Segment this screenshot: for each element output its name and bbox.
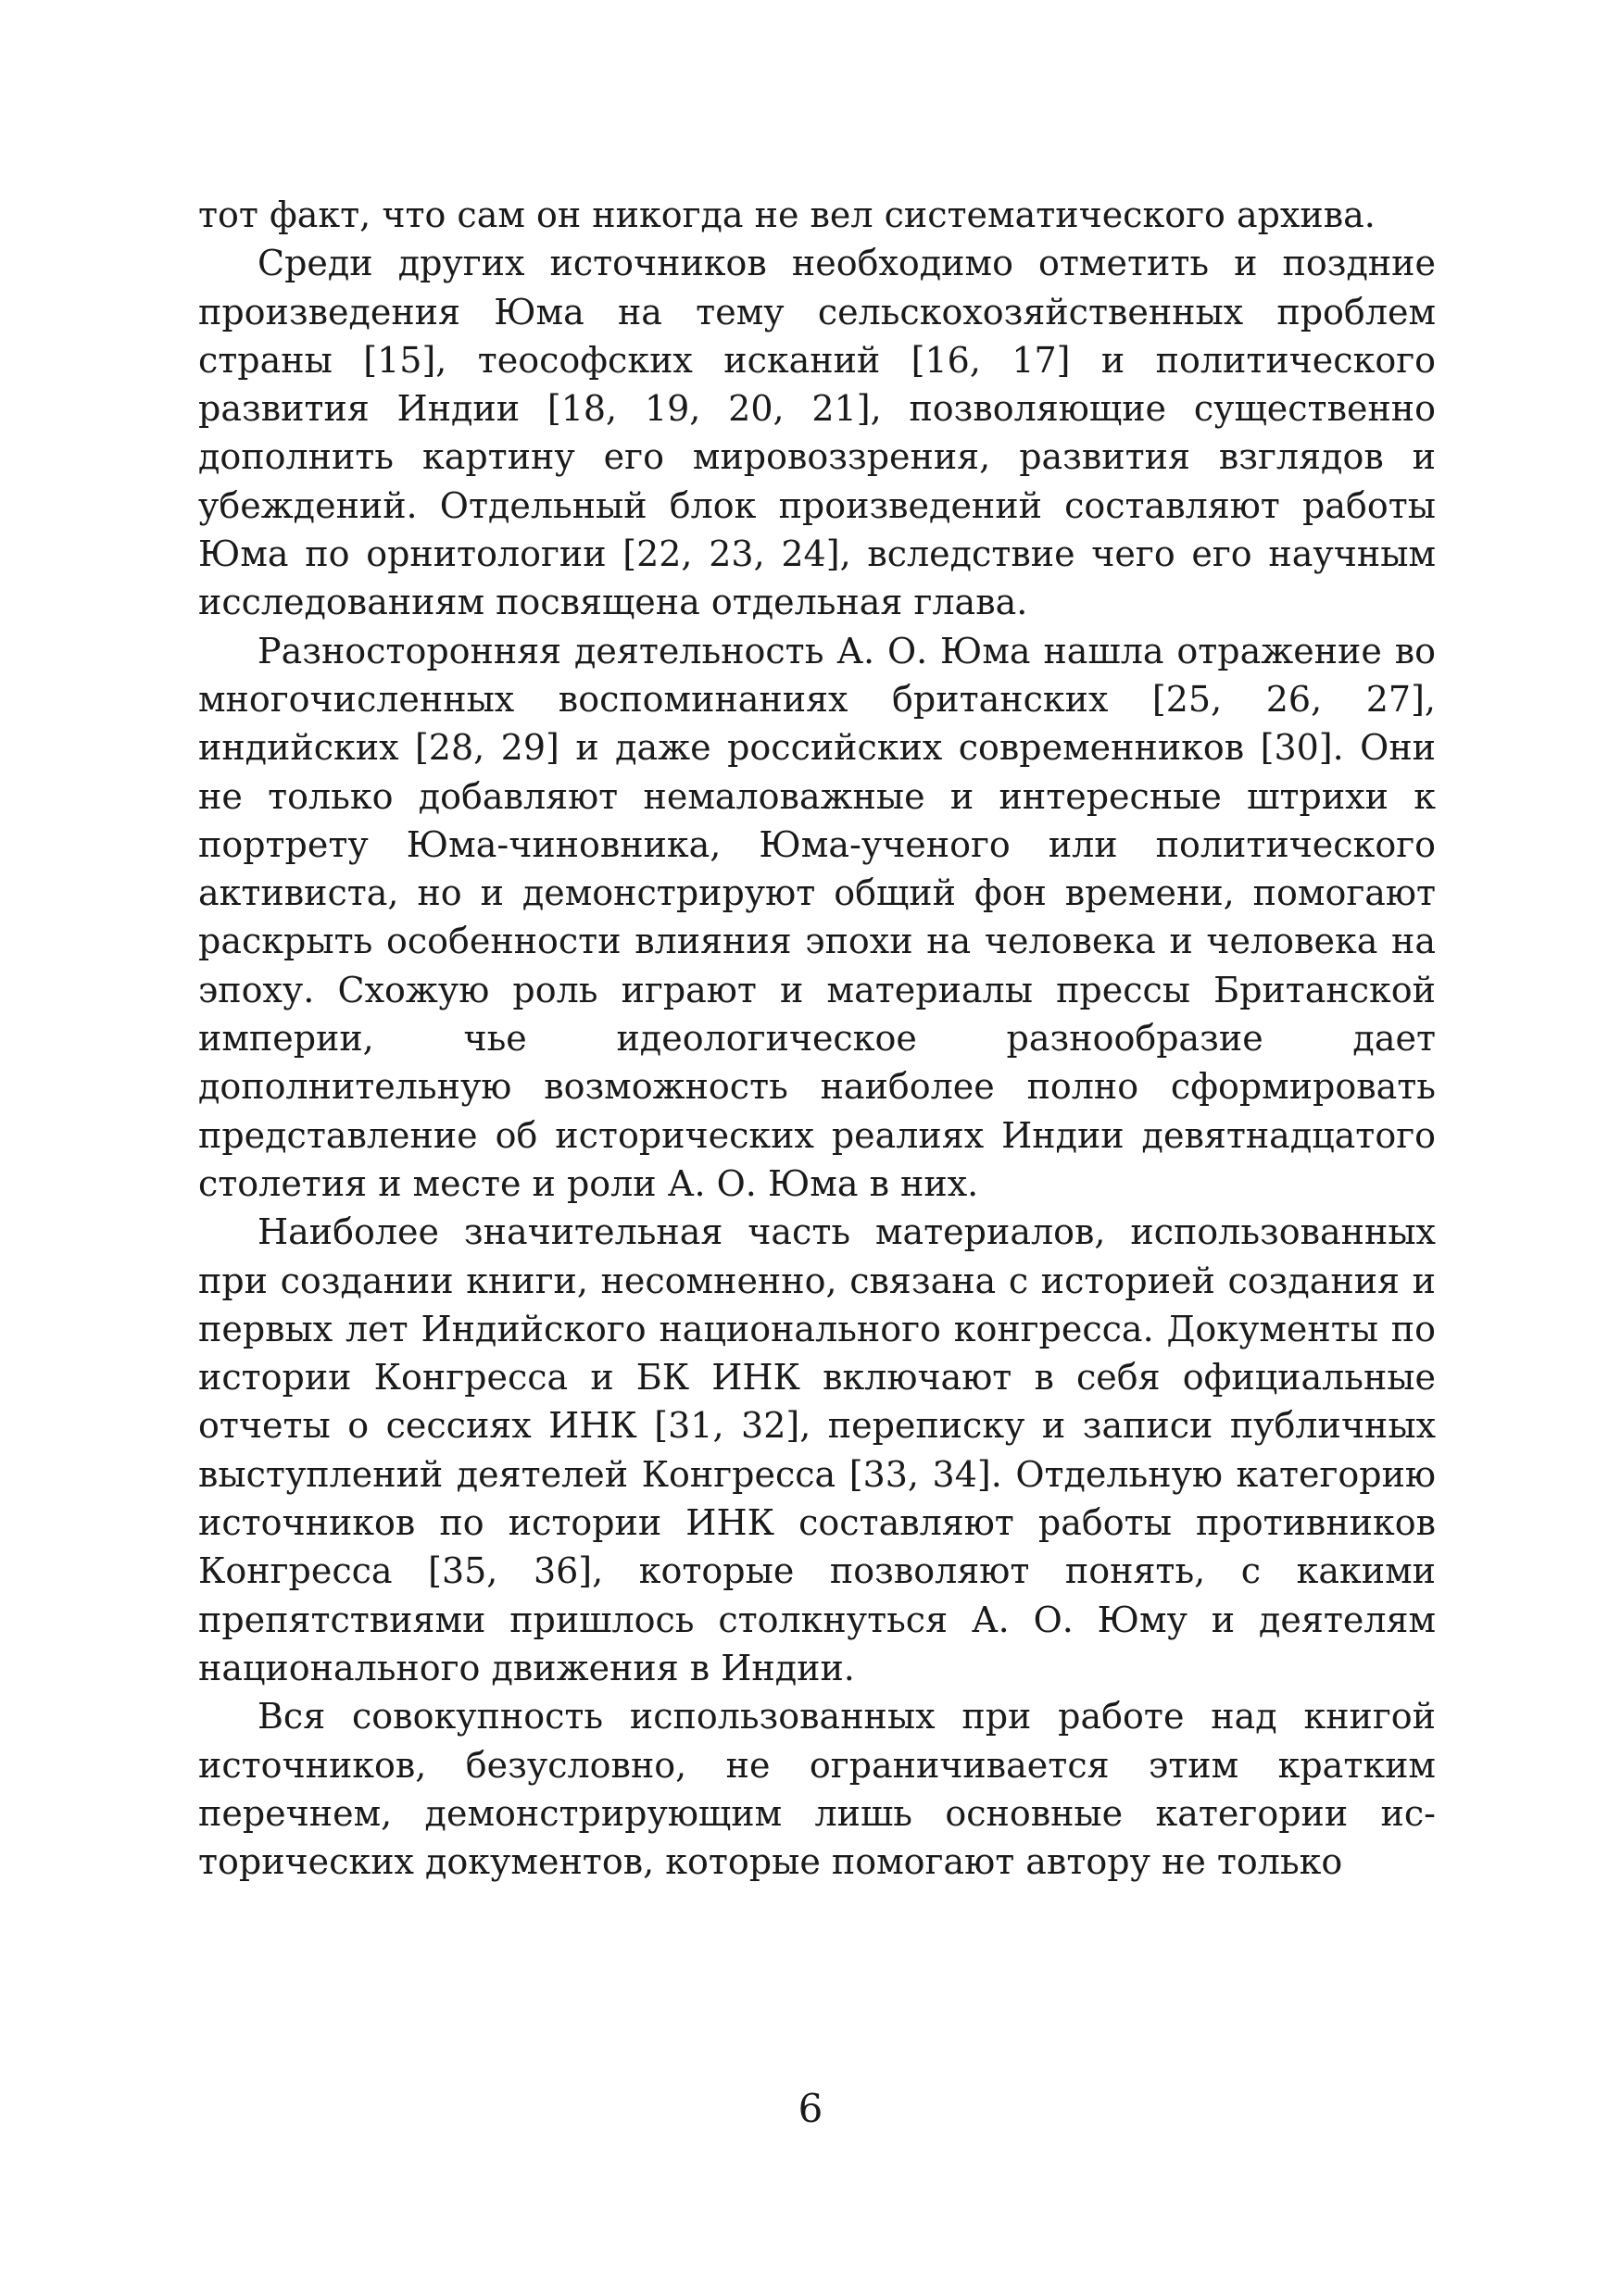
- page-number: 6: [798, 2086, 823, 2131]
- paragraph-4: Наиболее значительная часть материалов, использованных при создании книги, несомненно, связана с историей создания и первых лет Индийского национального конгресса. Документы по истории Конгресса и БК ИНК включают в себя официальные отчеты о сессиях ИНК [31, 32], переписку и записи публичных выступлений деятелей Конгресса [33, 34]. Отдельную категорию источников по истории ИНК составляют работы противников Конгресса [35, 36], которые позволяют понять, с какими препятствиями пришлось столкнуться А. О. Юму и деятелям национального движения в Индии.: [198, 1211, 1436, 1688]
- paragraph-5: Вся совокупность использованных при работе над книгой источников, безусловно, не ограничивается этим кратким перечнем, демонстрирующим лишь основные категории исторических документов, которые помогают автору не только: [198, 1696, 1436, 1883]
- paragraph-2: Среди других источников необходимо отметить и поздние произведения Юма на тему сельскохозяйственных проблем страны [15], теософских исканий [16, 17] и политического развития Индии [18, 19, 20, 21], позволяющие существенно дополнить картину его мировоззрения, развития взглядов и убеждений. Отдельный блок произведений составляют работы Юма по орнитологии [22, 23, 24], вследствие чего его научным исследованиям посвящена отдельная глава.: [198, 243, 1436, 623]
- body-text: [198, 191, 1436, 1886]
- paragraph-3: Разносторонняя деятельность А. О. Юма нашла отражение во многочисленных воспоминаниях британских [25, 26, 27], индийских [28, 29] и даже российских современников [30]. Они не только добавляют немаловажные и интересные штрихи к портрету Юма-чиновника, Юма-ученого или политического активиста, но и демонстрируют общий фон времени, помогают раскрыть особенности влияния эпохи на человека и человека на эпоху. Схожую роль играют и материалы прессы Британской империи, чье идеологическое разнообразие дает дополнительную возможность наиболее полно сформировать представление об исторических реалиях Индии девятнадцатого столетия и месте и роли А. О. Юма в них.: [198, 630, 1436, 1204]
- paragraph-1: тот факт, что сам он никогда не вел систематического архива.: [198, 194, 1376, 235]
